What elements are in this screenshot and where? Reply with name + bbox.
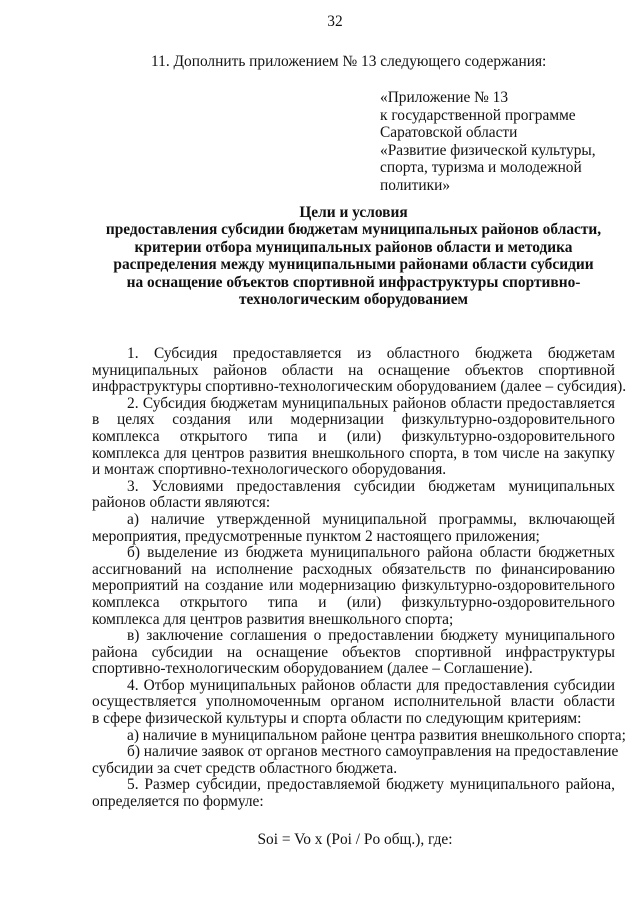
- title-line: критерии отбора муниципальных районов области и методика: [134, 238, 573, 256]
- section-title: [92, 204, 615, 308]
- paragraph-line: комплекса открытого типа и (или) физкультурно-оздоровительного: [92, 593, 615, 611]
- paragraph: [92, 396, 615, 479]
- paragraph: [92, 743, 619, 777]
- paragraph: [92, 726, 626, 745]
- paragraph-line: районов области являются:: [92, 494, 271, 512]
- paragraph-line: субсидии за счет средств областного бюджета.: [92, 759, 398, 777]
- intro-line: 11. Дополнить приложением № 13 следующего содержания:: [151, 53, 547, 70]
- appendix-header: [380, 89, 596, 194]
- appendix-line: «Приложение № 13: [380, 89, 509, 106]
- appendix-line: «Развитие физической культуры,: [380, 141, 596, 159]
- paragraph-line: 2. Субсидия бюджетам муниципальных районов области предоставляется: [127, 394, 615, 412]
- paragraph: [92, 678, 615, 728]
- paragraph-line: а) наличие в муниципальном районе центра развития внешкольного спорта;: [127, 726, 626, 744]
- formula: Soi = Vo x (Poi / Po общ.), где:: [257, 831, 453, 848]
- paragraph-line: в) заключение соглашения о предоставлении бюджету муниципального: [127, 627, 615, 645]
- paragraph: [92, 628, 615, 678]
- paragraph-line: 4. Отбор муниципальных районов области для предоставления субсидии: [127, 676, 615, 694]
- title-line: на оснащение объектов спортивной инфраструктуры спортивно-: [126, 273, 581, 291]
- appendix-line: к государственной программе: [380, 106, 576, 124]
- paragraph-line: б) выделение из бюджета муниципального района области бюджетных: [127, 544, 615, 562]
- appendix-line: политики»: [380, 176, 451, 194]
- document-body: [92, 345, 627, 811]
- title-line: предоставления субсидии бюджетам муниципальных районов области,: [105, 221, 602, 239]
- title-line: Цели и условия: [299, 204, 408, 221]
- paragraph-line: 3. Условиями предоставления субсидии бюджетам муниципальных: [127, 477, 615, 495]
- paragraph: [92, 479, 615, 512]
- paragraph-line: района субсидии на оснащение объектов спортивной инфраструктуры: [92, 643, 615, 661]
- title-line: распределения между муниципальными районами области субсидии: [113, 256, 594, 274]
- paragraph: [92, 545, 615, 628]
- paragraph-line: спортивно-технологическим оборудованием (далее – Соглашение).: [92, 660, 533, 678]
- appendix-line: Саратовской области: [380, 124, 518, 141]
- paragraph-line: комплекса для центров развития внешкольного спорта, в том числе на закупку: [92, 444, 615, 462]
- paragraph-line: осуществляется уполномоченным органом исполнительной власти области: [92, 693, 615, 711]
- paragraph-line: и монтаж спортивно-технологического оборудования.: [92, 461, 447, 479]
- paragraph-line: определяется по формуле:: [92, 793, 264, 811]
- paragraph-line: 1. Субсидия предоставляется из областного бюджета бюджетам: [127, 345, 615, 362]
- paragraph-line: в сфере физической культуры и спорта области по следующим критериям:: [92, 710, 582, 728]
- paragraph-line: б) наличие заявок от органов местного самоуправления на предоставление: [127, 743, 619, 761]
- page-number: 32: [327, 13, 343, 30]
- paragraph-line: ассигнований на исполнение расходных обязательств по финансированию: [92, 560, 615, 578]
- paragraph-line: мероприятия, предусмотренные пунктом 2 настоящего приложения;: [92, 527, 540, 545]
- appendix-line: спорта, туризма и молодежной: [380, 159, 582, 176]
- title-line: технологическим оборудованием: [238, 291, 469, 309]
- paragraph-line: а) наличие утвержденной муниципальной программы, включающей: [127, 510, 615, 528]
- paragraph: [92, 777, 615, 810]
- paragraph: [92, 512, 615, 545]
- paragraph-line: в целях создания или модернизации физкультурно-оздоровительного: [92, 411, 615, 429]
- paragraph-line: муниципальных районов области на оснащение объектов спортивной: [92, 361, 615, 379]
- paragraph-line: инфраструктуры спортивно-технологическим оборудованием (далее – субсидия).: [92, 378, 627, 396]
- paragraph-line: комплекса открытого типа и (или) физкультурно-оздоровительного: [92, 427, 615, 445]
- paragraph-line: комплекса для центров развития внешкольного спорта;: [92, 610, 454, 628]
- paragraph-line: 5. Размер субсидии, предоставляемой бюджету муниципального района,: [127, 776, 615, 794]
- paragraph-line: мероприятий на создание или модернизацию физкультурно-оздоровительного: [92, 577, 615, 595]
- paragraph: [92, 345, 627, 396]
